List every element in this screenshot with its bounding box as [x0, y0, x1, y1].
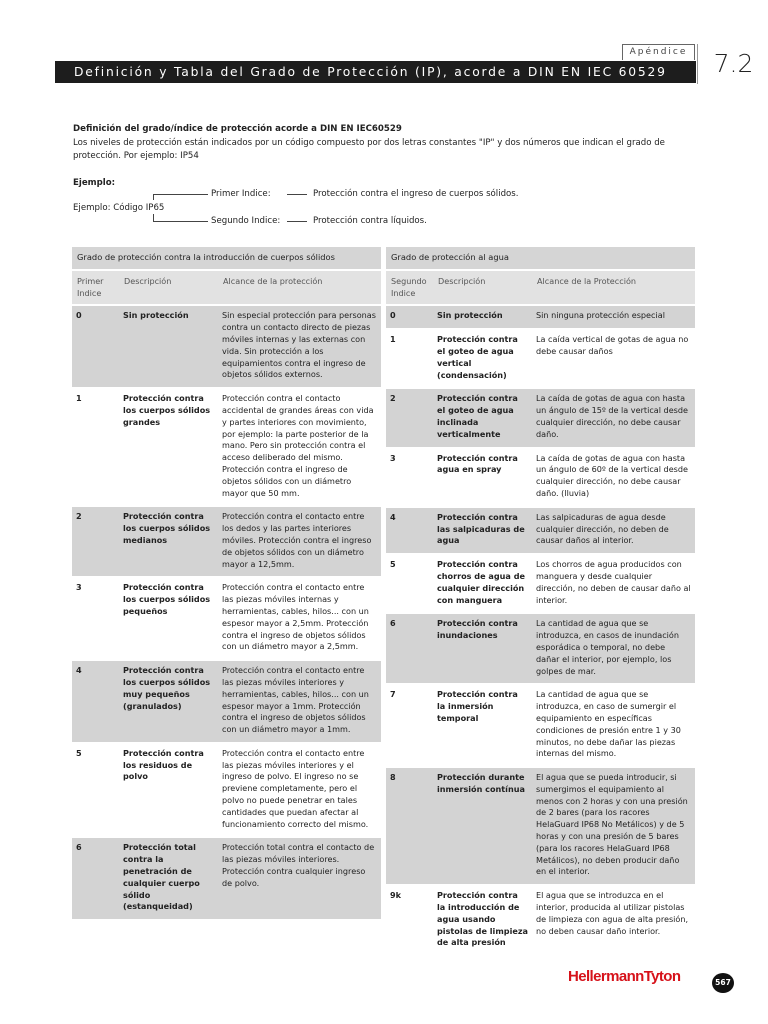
row-index: 7 — [386, 684, 433, 767]
table-row — [72, 743, 381, 838]
row-scope: La cantidad de agua que se introduzca, en caso de sumergir el equipamiento en específicas condiciones de presión entre 1 y 30 minutos, no debe dañar las piezas internas del mismo. — [532, 684, 695, 767]
table-row — [386, 305, 695, 329]
table-row — [72, 388, 381, 506]
row-index: 4 — [72, 660, 119, 743]
table-row — [386, 767, 695, 885]
page-number: 567 — [712, 973, 734, 993]
row-scope: Protección contra el contacto accidental de grandes áreas con vida y partes interiores con movimiento, por ejemplo: la parte posterior de la mano. Pero sin protección contra el acceso deliberado del mismo. Protección contra el ingreso de objetos sólidos con un diámetro mayor que 50 mm. — [218, 388, 381, 506]
hellermanntyton-logo — [568, 968, 680, 985]
water-table-title: Grado de protección al agua — [386, 247, 695, 270]
row-scope: Protección contra el contacto entre las piezas móviles interiores y el ingreso de polvo. El ingreso no se previene completamente, pero el polvo no puede penetrar en tales cantidades que puedan afectar al funcionamiento correcto del mismo. — [218, 743, 381, 838]
row-scope: Los chorros de agua producidos con manguera y desde cualquier dirección, no deben de causar daño al interior. — [532, 554, 695, 613]
row-index: 6 — [386, 613, 433, 684]
second-index-desc: Protección contra líquidos. — [313, 216, 427, 226]
row-desc: Protección contra la introducción de agua usando pistolas de limpieza de alta presión — [433, 885, 532, 956]
solids-col-desc: Descripción — [119, 270, 218, 306]
row-desc: Protección contra el goteo de agua vertical (condensación) — [433, 329, 532, 388]
intro-text: Los niveles de protección están indicados por un código compuesto por dos letras constantes "IP" y dos números que indican el grado de protección. Por ejemplo: IP54 — [73, 138, 665, 161]
row-scope: Protección total contra el contacto de las piezas móviles interiores. Protección contra cualquier ingreso de polvo. — [218, 837, 381, 920]
table-row — [386, 885, 695, 956]
table-row — [72, 577, 381, 660]
row-scope: El agua que se introduzca en el interior, producida al utilizar pistolas de limpieza con agua de alta presión, no deben causar daño interior. — [532, 885, 695, 956]
row-index: 9k — [386, 885, 433, 956]
table-row — [72, 305, 381, 388]
table-row — [386, 448, 695, 507]
page-title: Definición y Tabla del Grado de Protección (IP), acorde a DIN EN IEC 60529 — [55, 61, 696, 83]
row-scope: Las salpicaduras de agua desde cualquier dirección, no deben de causar daños al interior. — [532, 507, 695, 554]
first-index-label: Primer Indice: — [211, 189, 271, 199]
table-row — [386, 613, 695, 684]
row-desc: Protección contra los cuerpos sólidos muy pequeños (granulados) — [119, 660, 218, 743]
table-row — [72, 506, 381, 577]
table-row — [386, 684, 695, 767]
row-index: 8 — [386, 767, 433, 885]
table-row — [386, 388, 695, 447]
row-index: 0 — [386, 305, 433, 329]
row-desc: Sin protección — [433, 305, 532, 329]
row-scope: La caída vertical de gotas de agua no debe causar daños — [532, 329, 695, 388]
table-row — [386, 329, 695, 388]
row-scope: Protección contra el contacto entre las piezas móviles interiores y herramientas, cables, hilos... con un espesor mayor a 1mm. Protección contra el ingreso de objetos sólidos con un diámetro mayor a 1mm. — [218, 660, 381, 743]
logo-part-b: Tyton — [643, 968, 681, 985]
row-desc: Protección contra inundaciones — [433, 613, 532, 684]
solids-col-scope: Alcance de la protección — [218, 270, 381, 306]
second-index-label: Segundo Indice: — [211, 216, 281, 226]
table-row — [386, 507, 695, 554]
row-scope: Protección contra el contacto entre los dedos y las partes interiores móviles. Protección contra el ingreso de objetos sólidos con un diámetro mayor a 12,5mm. — [218, 506, 381, 577]
row-desc: Protección contra los cuerpos sólidos pequeños — [119, 577, 218, 660]
water-protection-table — [386, 247, 695, 957]
row-scope: Sin especial protección para personas contra un contacto directo de piezas móviles internas y las externas con vida. Sin protección a los equipamientos contra el ingreso de objetos sólidos externos. — [218, 305, 381, 388]
row-index: 6 — [72, 837, 119, 920]
row-index: 4 — [386, 507, 433, 554]
row-scope: El agua que se pueda introducir, si sumergimos el equipamiento al menos con 2 horas y con una presión de 2 bares (para los racores HelaGuard IP68 No Metálicos) y de 5 horas y con una presión de 5 bares (para los racores HelaGuard IP68 Metálicos), no deben producir daño en el interior. — [532, 767, 695, 885]
section-number: 7.2 — [697, 44, 768, 84]
row-desc: Protección contra el goteo de agua inclinada verticalmente — [433, 388, 532, 447]
row-desc: Protección contra la inmersión temporal — [433, 684, 532, 767]
dash-second — [287, 221, 307, 222]
bracket-bottom — [153, 214, 154, 221]
bracket-line-first — [153, 194, 208, 195]
example-code: Ejemplo: Código IP65 — [73, 203, 165, 213]
row-scope: Protección contra el contacto entre las piezas móviles internas y herramientas, cables, hilos... con un espesor mayor a 2,5mm. Protección contra el ingreso de objetos sólidos con un diámetro mayor a 2,5mm. — [218, 577, 381, 660]
row-index: 3 — [72, 577, 119, 660]
intro-heading: Definición del grado/índice de protección acorde a DIN EN IEC60529 — [73, 124, 402, 134]
row-desc: Protección contra los cuerpos sólidos medianos — [119, 506, 218, 577]
row-index: 5 — [386, 554, 433, 613]
row-desc: Protección contra agua en spray — [433, 448, 532, 507]
appendix-label: Apéndice — [622, 44, 695, 60]
row-scope: La cantidad de agua que se introduzca, en casos de inundación esporádica o temporal, no debe dañar el interior, por ejemplo, los golpes de mar. — [532, 613, 695, 684]
row-scope: La caída de gotas de agua con hasta un ángulo de 15º de la vertical desde cualquier dirección, no debe causar daño. — [532, 388, 695, 447]
table-row — [72, 660, 381, 743]
table-row — [72, 837, 381, 920]
water-col-index: Segundo Indice — [386, 270, 433, 306]
water-col-desc: Descripción — [433, 270, 532, 306]
bracket-line-second — [153, 221, 208, 222]
row-index: 1 — [386, 329, 433, 388]
solids-col-index: Primer Indice — [72, 270, 119, 306]
row-index: 2 — [72, 506, 119, 577]
row-index: 2 — [386, 388, 433, 447]
row-index: 5 — [72, 743, 119, 838]
row-index: 3 — [386, 448, 433, 507]
solids-table-title: Grado de protección contra la introducción de cuerpos sólidos — [72, 247, 381, 270]
logo-part-a: Hellermann — [568, 968, 644, 985]
row-desc: Protección contra los cuerpos sólidos grandes — [119, 388, 218, 506]
row-index: 0 — [72, 305, 119, 388]
row-index: 1 — [72, 388, 119, 506]
row-desc: Protección contra chorros de agua de cualquier dirección con manguera — [433, 554, 532, 613]
dash-first — [287, 194, 307, 195]
water-col-scope: Alcance de la Protección — [532, 270, 695, 306]
row-desc: Protección contra los residuos de polvo — [119, 743, 218, 838]
row-scope: Sin ninguna protección especial — [532, 305, 695, 329]
row-desc: Protección total contra la penetración de cualquier cuerpo sólido (estanqueidad) — [119, 837, 218, 920]
row-desc: Protección durante inmersión contínua — [433, 767, 532, 885]
solids-protection-table — [72, 247, 381, 921]
first-index-desc: Protección contra el ingreso de cuerpos sólidos. — [313, 189, 519, 199]
example-heading: Ejemplo: — [73, 178, 116, 188]
table-row — [386, 554, 695, 613]
row-scope: La caída de gotas de agua con hasta un ángulo de 60º de la vertical desde cualquier dirección, no debe causar daño. (lluvia) — [532, 448, 695, 507]
row-desc: Protección contra las salpicaduras de agua — [433, 507, 532, 554]
row-desc: Sin protección — [119, 305, 218, 388]
